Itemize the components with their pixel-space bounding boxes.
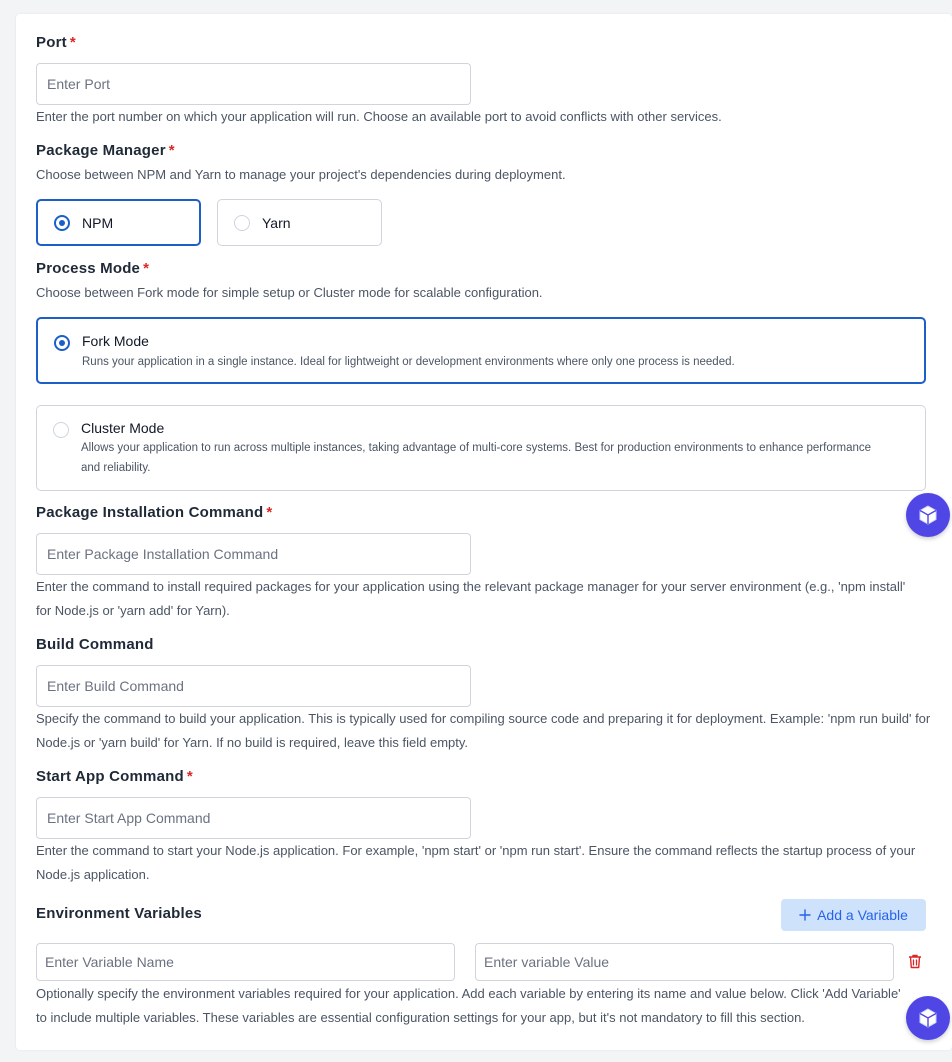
fork-mode-option[interactable] <box>36 317 926 384</box>
cluster-mode-label: Cluster Mode <box>81 420 165 436</box>
env-variable-name-input[interactable] <box>36 943 455 981</box>
cluster-mode-desc: Allows your application to run across multiple instances, taking advantage of multi-core systems. Best for production environments to enhance performance and reliability. <box>81 442 872 474</box>
box-icon <box>916 1006 940 1030</box>
start-command-label <box>36 768 193 785</box>
required-asterisk: * <box>266 504 273 521</box>
add-variable-button[interactable] <box>781 899 926 931</box>
start-command-input[interactable] <box>36 797 471 839</box>
floating-helper-button[interactable] <box>906 493 950 537</box>
port-input[interactable] <box>36 63 471 105</box>
install-command-label <box>36 504 272 521</box>
fork-mode-desc: Runs your application in a single instance. Ideal for lightweight or development environments where only one process is needed. <box>82 356 735 368</box>
package-manager-help: Choose between NPM and Yarn to manage your project's dependencies during deployment. <box>36 167 566 182</box>
build-command-label-text: Build Command <box>36 636 154 653</box>
install-command-input[interactable] <box>36 533 471 575</box>
start-command-label-text: Start App Command <box>36 768 184 785</box>
required-asterisk: * <box>69 34 76 51</box>
npm-option-label: NPM <box>82 215 114 231</box>
env-variables-help: Optionally specify the environment variables required for your application. Add each variable by entering its name and value below. Click 'Add Variable' to include multiple variables. These variables are essential configuration settings for your app, but it's not mandatory to fill this section. <box>36 986 901 1025</box>
plus-icon <box>799 909 811 921</box>
yarn-radio[interactable] <box>234 215 250 231</box>
process-mode-label-text: Process Mode <box>36 260 141 277</box>
fork-mode-radio[interactable] <box>54 335 70 351</box>
port-label <box>36 34 76 51</box>
cluster-mode-radio[interactable] <box>53 422 69 438</box>
required-asterisk: * <box>186 768 193 785</box>
package-manager-label <box>36 142 175 159</box>
port-help: Enter the port number on which your application will run. Choose an available port to avoid conflicts with other services. <box>36 109 722 124</box>
process-mode-help: Choose between Fork mode for simple setup or Cluster mode for scalable configuration. <box>36 285 543 300</box>
yarn-option-label: Yarn <box>262 215 291 231</box>
floating-helper-button-bottom[interactable] <box>906 996 950 1040</box>
env-variable-value-input[interactable] <box>475 943 894 981</box>
npm-option[interactable] <box>36 199 201 246</box>
fork-mode-label: Fork Mode <box>82 333 149 349</box>
yarn-option[interactable] <box>217 199 382 246</box>
process-mode-label <box>36 260 149 277</box>
port-label-text: Port <box>36 34 67 51</box>
cluster-mode-option[interactable] <box>36 405 926 491</box>
box-icon <box>916 503 940 527</box>
build-command-label <box>36 636 154 653</box>
install-command-help: Enter the command to install required packages for your application using the relevant package manager for your server environment (e.g., 'npm install' for Node.js or 'yarn add' for Yarn). <box>36 579 906 618</box>
build-command-input[interactable] <box>36 665 471 707</box>
npm-radio[interactable] <box>54 215 70 231</box>
package-manager-label-text: Package Manager <box>36 142 166 159</box>
env-variables-label: Environment Variables <box>36 905 202 922</box>
trash-icon <box>907 953 923 970</box>
required-asterisk: * <box>168 142 175 159</box>
install-command-label-text: Package Installation Command <box>36 504 264 521</box>
deployment-form-card <box>16 14 952 1050</box>
add-variable-label: Add a Variable <box>817 907 908 923</box>
delete-variable-button[interactable] <box>907 953 923 975</box>
start-command-help: Enter the command to start your Node.js application. For example, 'npm start' or 'npm run start'. Ensure the command reflects the startup process of your Node.js application. <box>36 843 916 882</box>
build-command-help: Specify the command to build your application. This is typically used for compiling source code and preparing it for deployment. Example: 'npm run build' for Node.js or 'yarn build' for Yarn. If no build is required, leave this field empty. <box>36 711 931 750</box>
required-asterisk: * <box>143 260 150 277</box>
